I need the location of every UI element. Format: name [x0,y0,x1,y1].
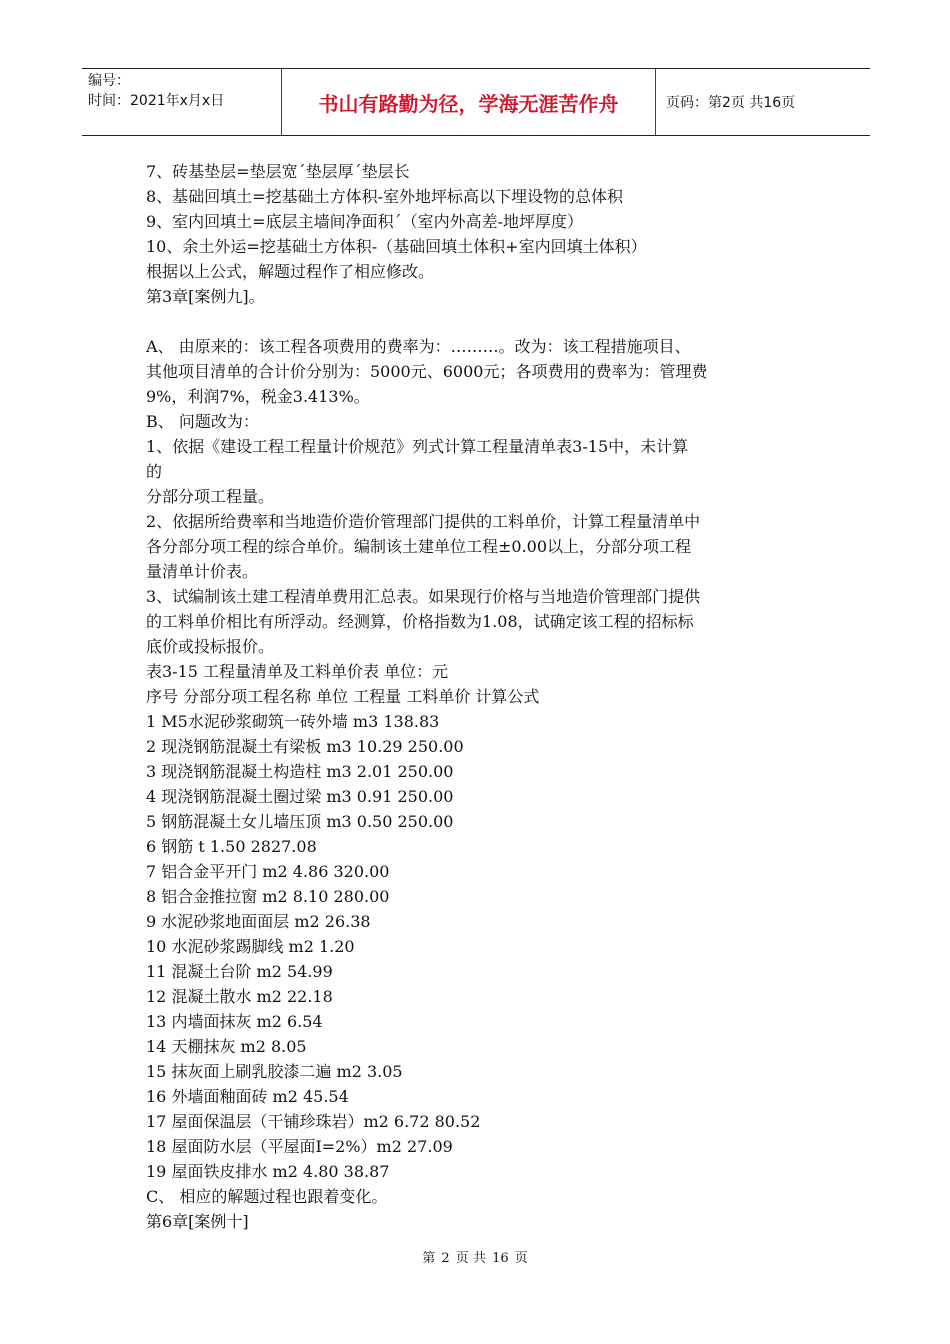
body-line: 11 混凝土台阶 m2 54.99 [146,962,333,981]
body-line: 9、室内回填土=底层主墙间净面积´（室内外高差-地坪厚度） [146,212,583,231]
body-line: 3 现浇钢筋混凝土构造柱 m3 2.01 250.00 [146,762,454,781]
body-line: 4 现浇钢筋混凝土圈过梁 m3 0.91 250.00 [146,787,454,806]
blank-line [146,309,816,334]
footer-page-total: 16 [492,1251,509,1266]
number-label: 编号： [88,73,130,89]
footer-prefix: 第 [422,1251,436,1266]
body-line: 1 M5水泥砂浆砌筑一砖外墙 m3 138.83 [146,712,440,731]
body-line: 12 混凝土散水 m2 22.18 [146,987,333,1006]
header-left-cell [82,69,282,135]
body-line: 序号 分部分项工程名称 单位 工程量 工料单价 计算公式 [146,687,540,706]
body-line: 分部分项工程量。 [146,487,275,506]
body-line: 的 [146,462,163,481]
body-line: 13 内墙面抹灰 m2 6.54 [146,1012,323,1031]
body-line: 8、基础回填土=挖基础土方体积-室外地坪标高以下埋设物的总体积 [146,187,623,206]
footer-mid: 页 共 [455,1251,486,1266]
body-line: 2 现浇钢筋混凝土有梁板 m3 10.29 250.00 [146,737,464,756]
body-line: 的工料单价相比有所浮动。经测算，价格指数为1.08，试确定该工程的招标标 [146,612,694,631]
body-line: 17 屋面保温层（干铺珍珠岩）m2 6.72 80.52 [146,1112,481,1131]
body-line: 16 外墙面釉面砖 m2 45.54 [146,1087,349,1106]
body-line: 第3章[案例九]。 [146,287,265,306]
body-line: 1、依据《建设工程工程量计价规范》列式计算工程量清单表3-15中，未计算 [146,437,689,456]
body-line: 量清单计价表。 [146,562,259,581]
body-line: 19 屋面铁皮排水 m2 4.80 38.87 [146,1162,390,1181]
body-line: 18 屋面防水层（平屋面I=2%）m2 27.09 [146,1137,453,1156]
header-motto: 书山有路勤为径，学海无涯苦作舟 [282,69,656,135]
body-line: 各分部分项工程的综合单价。编制该土建单位工程±0.00以上，分部分项工程 [146,537,692,556]
footer-suffix: 页 [514,1251,528,1266]
body-line: B、 问题改为： [146,412,259,431]
body-line: 2、依据所给费率和当地造价造价管理部门提供的工料单价，计算工程量清单中 [146,512,701,531]
body-line: 其他项目清单的合计价分别为：5000元、6000元；各项费用的费率为：管理费 [146,362,708,381]
body-line: C、 相应的解题过程也跟着变化。 [146,1187,388,1206]
body-line: 6 钢筋 t 1.50 2827.08 [146,837,317,856]
body-line: 14 天棚抹灰 m2 8.05 [146,1037,307,1056]
body-line: 表3-15 工程量清单及工料单价表 单位：元 [146,662,449,681]
document-body [146,159,816,1234]
body-line: 15 抹灰面上刷乳胶漆二遍 m2 3.05 [146,1062,403,1081]
body-line: 7、砖基垫层=垫层宽´垫层厚´垫层长 [146,162,410,181]
body-line: 9%，利润7%，税金3.413%。 [146,387,370,406]
body-line: 3、试编制该土建工程清单费用汇总表。如果现行价格与当地造价管理部门提供 [146,587,701,606]
body-line: A、 由原来的：该工程各项费用的费率为：………。改为：该工程措施项目、 [146,337,691,356]
header-page-label: 页码：第2页 共16页 [666,95,796,111]
body-line: 9 水泥砂浆地面面层 m2 26.38 [146,912,371,931]
body-line: 第6章[案例十] [146,1212,249,1231]
body-line: 7 铝合金平开门 m2 4.86 320.00 [146,862,390,881]
body-line: 根据以上公式，解题过程作了相应修改。 [146,262,435,281]
page-header [82,68,870,136]
page-footer [0,1247,950,1266]
body-line: 底价或投标报价。 [146,637,275,656]
date-label: 时间：2021年x月x日 [88,93,225,109]
body-line: 10 水泥砂浆踢脚线 m2 1.20 [146,937,355,956]
body-line: 10、余土外运=挖基础土方体积-（基础回填土体积+室内回填土体积） [146,237,647,256]
body-line: 8 铝合金推拉窗 m2 8.10 280.00 [146,887,390,906]
footer-page-num: 2 [441,1251,450,1266]
body-line: 5 钢筋混凝土女儿墙压顶 m3 0.50 250.00 [146,812,454,831]
